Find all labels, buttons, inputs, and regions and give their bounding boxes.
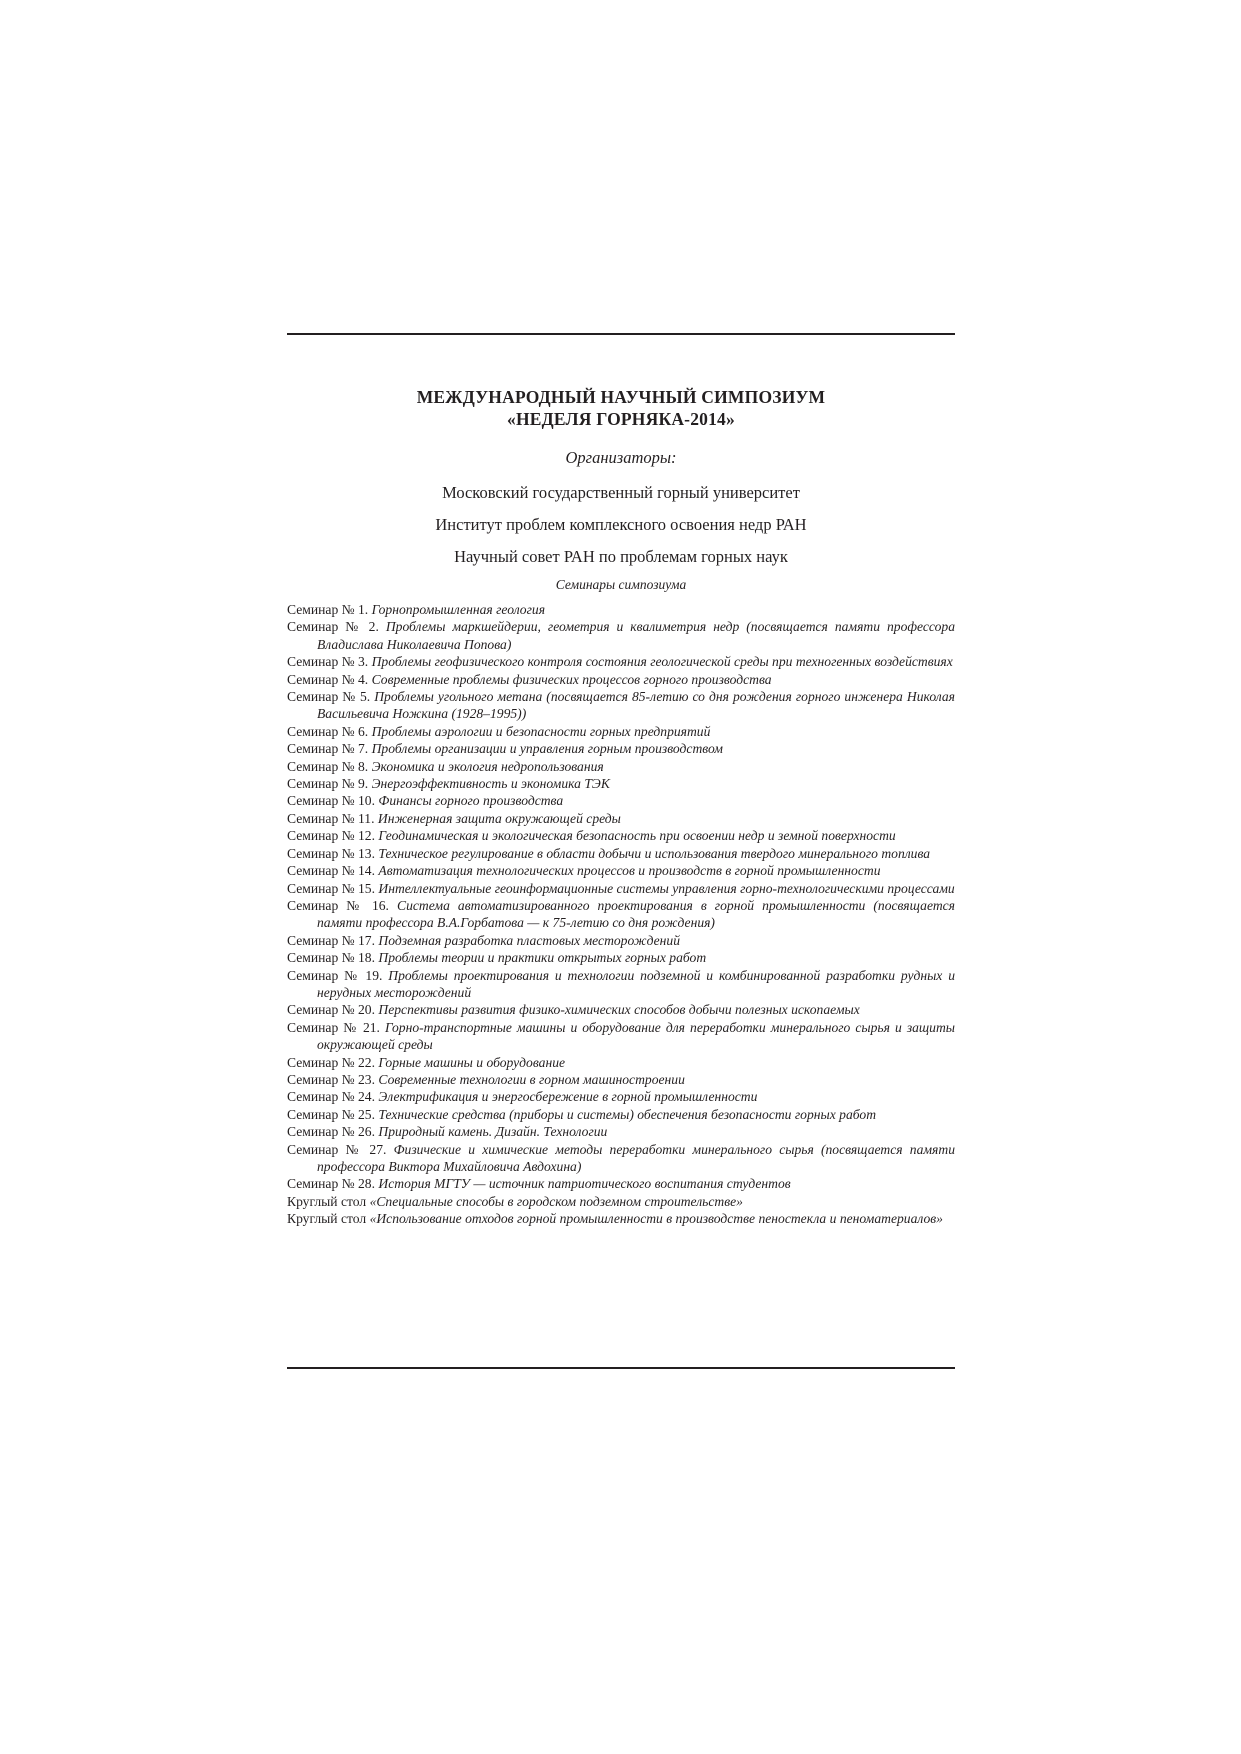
seminar-name: Проблемы организации и управления горным производством (371, 741, 723, 757)
seminar-item (287, 845, 955, 862)
seminar-prefix: Семинар № 25. (287, 1106, 379, 1122)
seminar-item (287, 1001, 955, 1018)
seminar-prefix: Семинар № 20. (287, 1002, 379, 1018)
seminar-item (287, 827, 955, 844)
seminar-prefix: Семинар № 2. (287, 619, 386, 635)
seminar-item (287, 653, 955, 670)
seminar-prefix: Семинар № 13. (287, 845, 379, 861)
seminar-prefix: Семинар № 27. (287, 1141, 394, 1157)
seminar-name: Горнопромышленная геология (371, 602, 546, 617)
organizers-label: Организаторы: (565, 448, 677, 467)
seminar-item (287, 671, 955, 688)
seminar-item (287, 862, 955, 879)
seminar-prefix: Семинар № 1. (287, 602, 372, 617)
organizer-2: Институт проблем комплексного освоения недр РАН (435, 515, 807, 534)
seminar-name: Геодинамическая и экологическая безопасность при освоении недр и земной поверхности (378, 828, 896, 844)
seminar-name: Перспективы развития физико-химических способов добычи полезных ископаемых (378, 1002, 860, 1018)
seminar-item (287, 688, 955, 723)
seminar-name: Проблемы маркшейдерии, геометрия и квалиметрия недр (посвящается памяти профессора Владислава Николаевича Попова) (317, 619, 955, 652)
seminar-item (287, 792, 955, 809)
bottom-rule (287, 1367, 955, 1369)
seminar-item (287, 1019, 955, 1054)
seminar-item (287, 723, 955, 740)
seminar-prefix: Семинар № 5. (287, 689, 375, 705)
seminar-name: Система автоматизированного проектирования в горной промышленности (посвящается памяти профессора В.А.Горбатова — к 75-летию со дня рождения) (317, 897, 955, 931)
seminar-prefix: Семинар № 15. (287, 880, 379, 896)
seminar-name: Интеллектуальные геоинформационные системы управления горно-технологическими процессами (378, 880, 955, 896)
seminar-item (287, 949, 955, 966)
seminar-name: Природный камень. Дизайн. Технологии (378, 1124, 608, 1140)
seminar-name: Автоматизация технологических процессов и производств в горной промышленности (378, 863, 881, 879)
seminar-prefix: Семинар № 28. (287, 1176, 379, 1192)
seminar-name: Современные технологии в горном машиностроении (378, 1071, 685, 1087)
seminars-heading: Семинары симпозиума (555, 577, 687, 592)
seminar-name: Физические и химические методы переработки минерального сырья (посвящается памяти профессора Виктора Михайловича Авдохина) (317, 1141, 955, 1174)
seminar-name: Проблемы аэрологии и безопасности горных предприятий (371, 723, 711, 739)
roundtable-item (287, 1210, 955, 1227)
seminar-item (287, 932, 955, 949)
roundtable-prefix: Круглый стол (287, 1211, 370, 1227)
seminar-prefix: Семинар № 18. (287, 950, 379, 966)
top-rule (287, 333, 955, 335)
seminar-name: Горные машины и оборудование (378, 1054, 566, 1070)
seminar-item (287, 758, 955, 775)
seminar-name: Экономика и экология недропользования (371, 758, 604, 774)
seminar-prefix: Семинар № 22. (287, 1054, 379, 1070)
seminar-name: Проблемы проектирования и технологии подземной и комбинированной разработки рудных и нерудных месторождений (317, 967, 955, 1000)
seminar-item (287, 740, 955, 757)
seminar-name: История МГТУ — источник патриотического воспитания студентов (378, 1176, 791, 1192)
seminar-item (287, 601, 955, 618)
seminar-name: Финансы горного производства (378, 793, 564, 809)
seminar-prefix: Семинар № 12. (287, 828, 379, 844)
seminar-prefix: Семинар № 14. (287, 863, 379, 879)
seminar-prefix: Семинар № 10. (287, 793, 379, 809)
seminar-item (287, 1123, 955, 1140)
seminar-prefix: Семинар № 19. (287, 967, 389, 983)
seminar-name: Техническое регулирование в области добычи и использования твердого минерального топлива (378, 845, 931, 861)
seminar-item (287, 1054, 955, 1071)
organizer-1: Московский государственный горный университет (442, 483, 800, 502)
seminar-name: Проблемы геофизического контроля состояния геологической среды при техногенных воздействиях (371, 654, 953, 670)
seminar-item (287, 880, 955, 897)
seminar-item (287, 1106, 955, 1123)
seminar-name: Инженерная защита окружающей среды (377, 810, 621, 826)
roundtable-name: «Специальные способы в городском подземном строительстве» (369, 1193, 743, 1209)
document-title-line-2: «НЕДЕЛЯ ГОРНЯКА-2014» (507, 409, 735, 429)
seminar-name: Технические средства (приборы и системы) обеспечения безопасности горных работ (378, 1106, 877, 1122)
seminar-item (287, 967, 955, 1002)
seminar-item (287, 810, 955, 827)
seminar-name: Проблемы теории и практики открытых горных работ (378, 950, 707, 966)
seminar-list (287, 601, 955, 1228)
seminar-prefix: Семинар № 23. (287, 1071, 379, 1087)
seminar-prefix: Семинар № 24. (287, 1089, 379, 1105)
seminar-prefix: Семинар № 3. (287, 654, 372, 670)
seminar-name: Современные проблемы физических процессов горного производства (371, 671, 772, 687)
roundtable-item (287, 1193, 955, 1210)
seminar-item (287, 1088, 955, 1105)
roundtable-prefix: Круглый стол (287, 1193, 370, 1209)
seminar-name: Проблемы угольного метана (посвящается 85-летию со дня рождения горного инженера Николая Васильевича Ножкина (1928–1995)) (317, 689, 956, 722)
seminar-prefix: Семинар № 6. (287, 723, 372, 739)
seminar-item (287, 775, 955, 792)
seminar-item (287, 1175, 955, 1192)
seminar-prefix: Семинар № 11. (287, 810, 378, 826)
seminar-prefix: Семинар № 16. (287, 897, 397, 913)
seminar-item (287, 618, 955, 653)
seminar-prefix: Семинар № 26. (287, 1124, 379, 1140)
seminar-item (287, 1071, 955, 1088)
seminar-prefix: Семинар № 21. (287, 1019, 385, 1035)
seminar-prefix: Семинар № 4. (287, 671, 372, 687)
document-header (287, 386, 955, 568)
seminar-name: Электрификация и энергосбережение в горной промышленности (378, 1089, 758, 1105)
seminar-prefix: Семинар № 17. (287, 932, 379, 948)
seminar-prefix: Семинар № 9. (287, 776, 372, 792)
document-title-line-1: МЕЖДУНАРОДНЫЙ НАУЧНЫЙ СИМПОЗИУМ (416, 387, 826, 407)
seminar-item (287, 897, 955, 932)
seminar-name: Подземная разработка пластовых месторождений (378, 932, 680, 948)
roundtable-name: «Использование отходов горной промышленности в производстве пеностекла и пеноматериалов» (369, 1211, 943, 1227)
organizer-3: Научный совет РАН по проблемам горных наук (454, 547, 788, 566)
seminar-name: Энергоэффективность и экономика ТЭК (371, 776, 610, 792)
seminar-prefix: Семинар № 7. (287, 741, 372, 757)
seminar-prefix: Семинар № 8. (287, 758, 372, 774)
seminar-item (287, 1141, 955, 1176)
seminar-name: Горно-транспортные машины и оборудование для переработки минерального сырья и защиты окружающей среды (317, 1019, 955, 1053)
